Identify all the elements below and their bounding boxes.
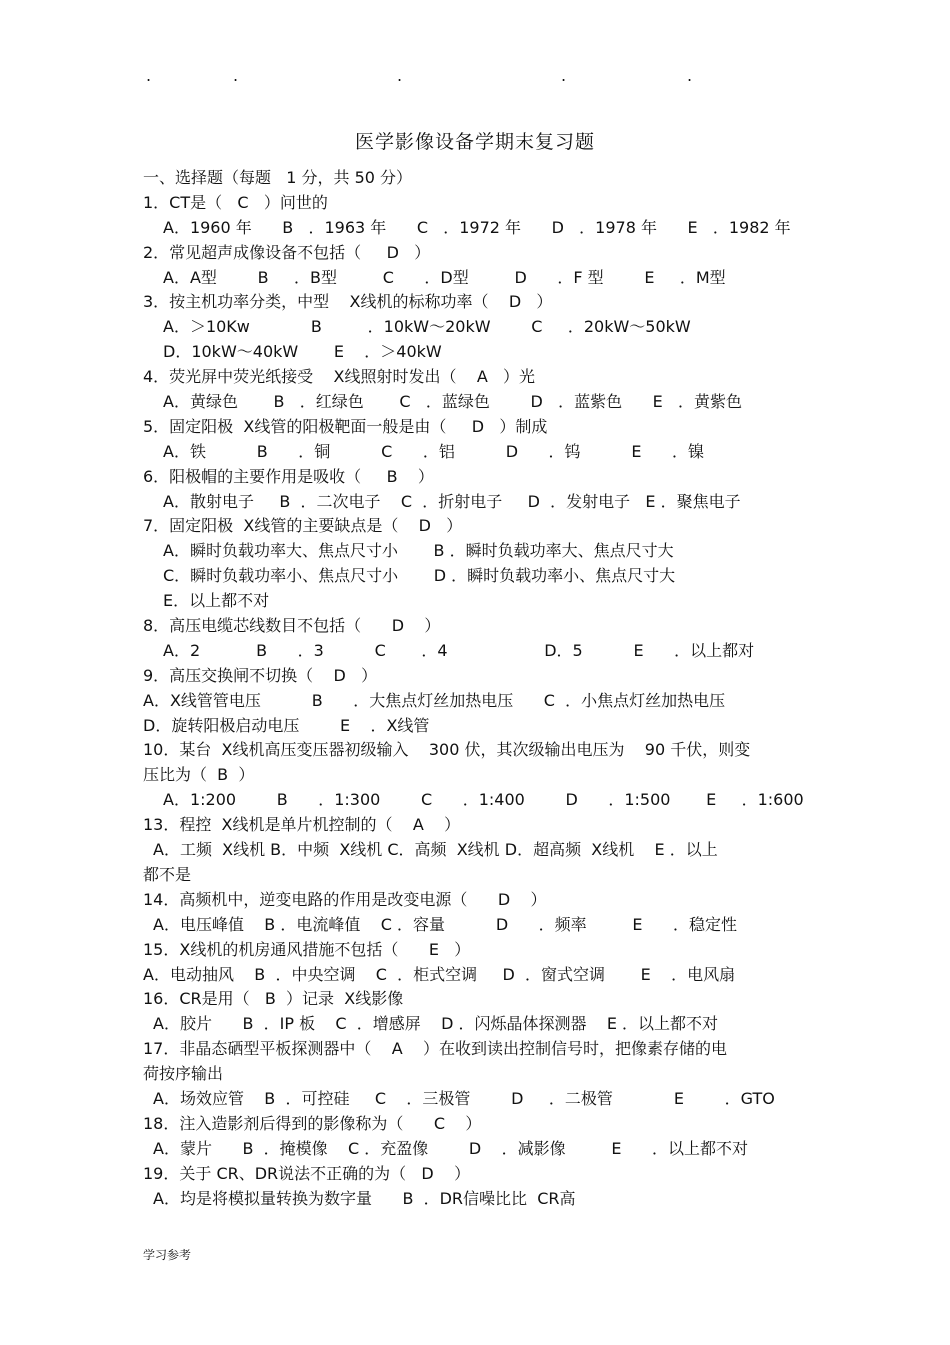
- page-footer: 学习参考: [143, 1248, 192, 1262]
- text-line: 4．荧光屏中荧光纸接受 X线照射时发出（ A ）光: [143, 367, 536, 387]
- text-line: A．电动抽风 B ．中央空调 C ．柜式空调 D ．窗式空调 E ．电风扇: [143, 964, 736, 984]
- text-line: A．工频 X线机 B．中频 X线机 C．高频 X线机 D．超高频 X线机 E ．以上: [153, 840, 718, 860]
- text-line: 10．某台 X线机高压变压器初级输入 300 伏，其次级输出电压为 90 千伏，则变: [143, 740, 751, 760]
- text-line: A．X线管管电压 B ．大焦点灯丝加热电压 C ．小焦点灯丝加热电压: [143, 690, 726, 710]
- text-line: 2．常见超声成像设备不包括（ D ）: [143, 242, 431, 262]
- text-line: 3．按主机功率分类，中型 X线机的标称功率（ D ）: [143, 292, 553, 312]
- text-line: A．铁 B ．铜 C ．铝 D ．钨 E ．镍: [163, 441, 705, 461]
- text-line: 1．CT是（ C ）问世的: [143, 192, 328, 212]
- text-line: 一、选择题（每题 1 分，共 50 分）: [143, 168, 413, 187]
- text-line: 5．固定阳极 X线管的阳极靶面一般是由（ D ）制成: [143, 416, 548, 436]
- header-dots: [0, 66, 950, 86]
- text-line: A．胶片 B ．IP 板 C ．增感屏 D ．闪烁晶体探测器 E ．以上都不对: [153, 1014, 719, 1034]
- text-line: A．A型 B ．B型 C ．D型 D ．F 型 E ．M型: [163, 267, 726, 287]
- text-line: A．蒙片 B ．掩模像 C ．充盈像 D ．减影像 E ．以上都不对: [153, 1138, 748, 1158]
- document-title: 医学影像设备学期末复习题: [354, 131, 595, 153]
- text-line: A．2 B ．3 C ．4 D．5 E ．以上都对: [163, 640, 755, 660]
- text-line: A．瞬时负载功率大、焦点尺寸小 B ．瞬时负载功率大、焦点尺寸大: [163, 541, 674, 561]
- text-line: 7．固定阳极 X线管的主要缺点是（ D ）: [143, 516, 463, 536]
- header-dot: .: [233, 66, 239, 85]
- text-line: E．以上都不对: [163, 591, 270, 611]
- text-line: A．＞10Kw B ．10kW～20kW C ．20kW～50kW: [163, 317, 691, 337]
- text-line: C．瞬时负载功率小、焦点尺寸小 D ．瞬时负载功率小、焦点尺寸大: [163, 566, 676, 586]
- text-line: D．10kW～40kW E ．＞40kW: [163, 342, 442, 362]
- text-line: 17．非晶态硒型平板探测器中（ A ）在收到读出控制信号时，把像素存储的电: [143, 1039, 727, 1059]
- text-line: 6．阳极帽的主要作用是吸收（ B ）: [143, 466, 434, 486]
- header-dot: .: [561, 66, 567, 85]
- text-line: 都不是: [143, 864, 192, 884]
- question-list: [143, 166, 823, 1211]
- header-dot: .: [146, 66, 152, 85]
- text-line: 18．注入造影剂后得到的影像称为（ C ）: [143, 1113, 482, 1133]
- text-line: 压比为（ B ）: [143, 765, 255, 785]
- text-line: A．均是将模拟量转换为数字量 B ．DR信噪比比 CR高: [153, 1188, 576, 1208]
- text-line: 16．CR是用（ B ）记录 X线影像: [143, 989, 404, 1009]
- text-line: A．场效应管 B ．可控硅 C ．三极管 D ．二极管 E ．GTO: [153, 1088, 775, 1108]
- text-line: 14．高频机中，逆变电路的作用是改变电源（ D ）: [143, 889, 547, 909]
- text-line: 8．高压电缆芯线数目不包括（ D ）: [143, 616, 441, 636]
- header-dot: .: [397, 66, 403, 85]
- text-line: A．1:200 B ．1:300 C ．1:400 D ．1:500 E ．1:600: [163, 790, 804, 810]
- text-line: A．黄绿色 B ．红绿色 C ．蓝绿色 D ．蓝紫色 E ．黄紫色: [163, 392, 742, 412]
- header-dot: .: [687, 66, 693, 85]
- text-line: A．1960 年 B ．1963 年 C ．1972 年 D ．1978 年 E ．1982 年: [163, 217, 791, 237]
- text-line: 13．程控 X线机是单片机控制的（ A ）: [143, 815, 461, 835]
- text-line: A．散射电子 B ．二次电子 C ．折射电子 D ．发射电子 E ．聚焦电子: [163, 491, 741, 511]
- text-line: 19．关于 CR、DR说法不正确的为（ D ）: [143, 1163, 471, 1183]
- text-line: D．旋转阳极启动电压 E ．X线管: [143, 715, 430, 735]
- text-line: 荷按序输出: [143, 1064, 224, 1084]
- text-line: A．电压峰值 B ．电流峰值 C ．容量 D ．频率 E ．稳定性: [153, 914, 738, 934]
- text-line: 15．X线机的机房通风措施不包括（ E ）: [143, 939, 471, 959]
- text-line: 9．高压交换闸不切换（ D ）: [143, 665, 378, 685]
